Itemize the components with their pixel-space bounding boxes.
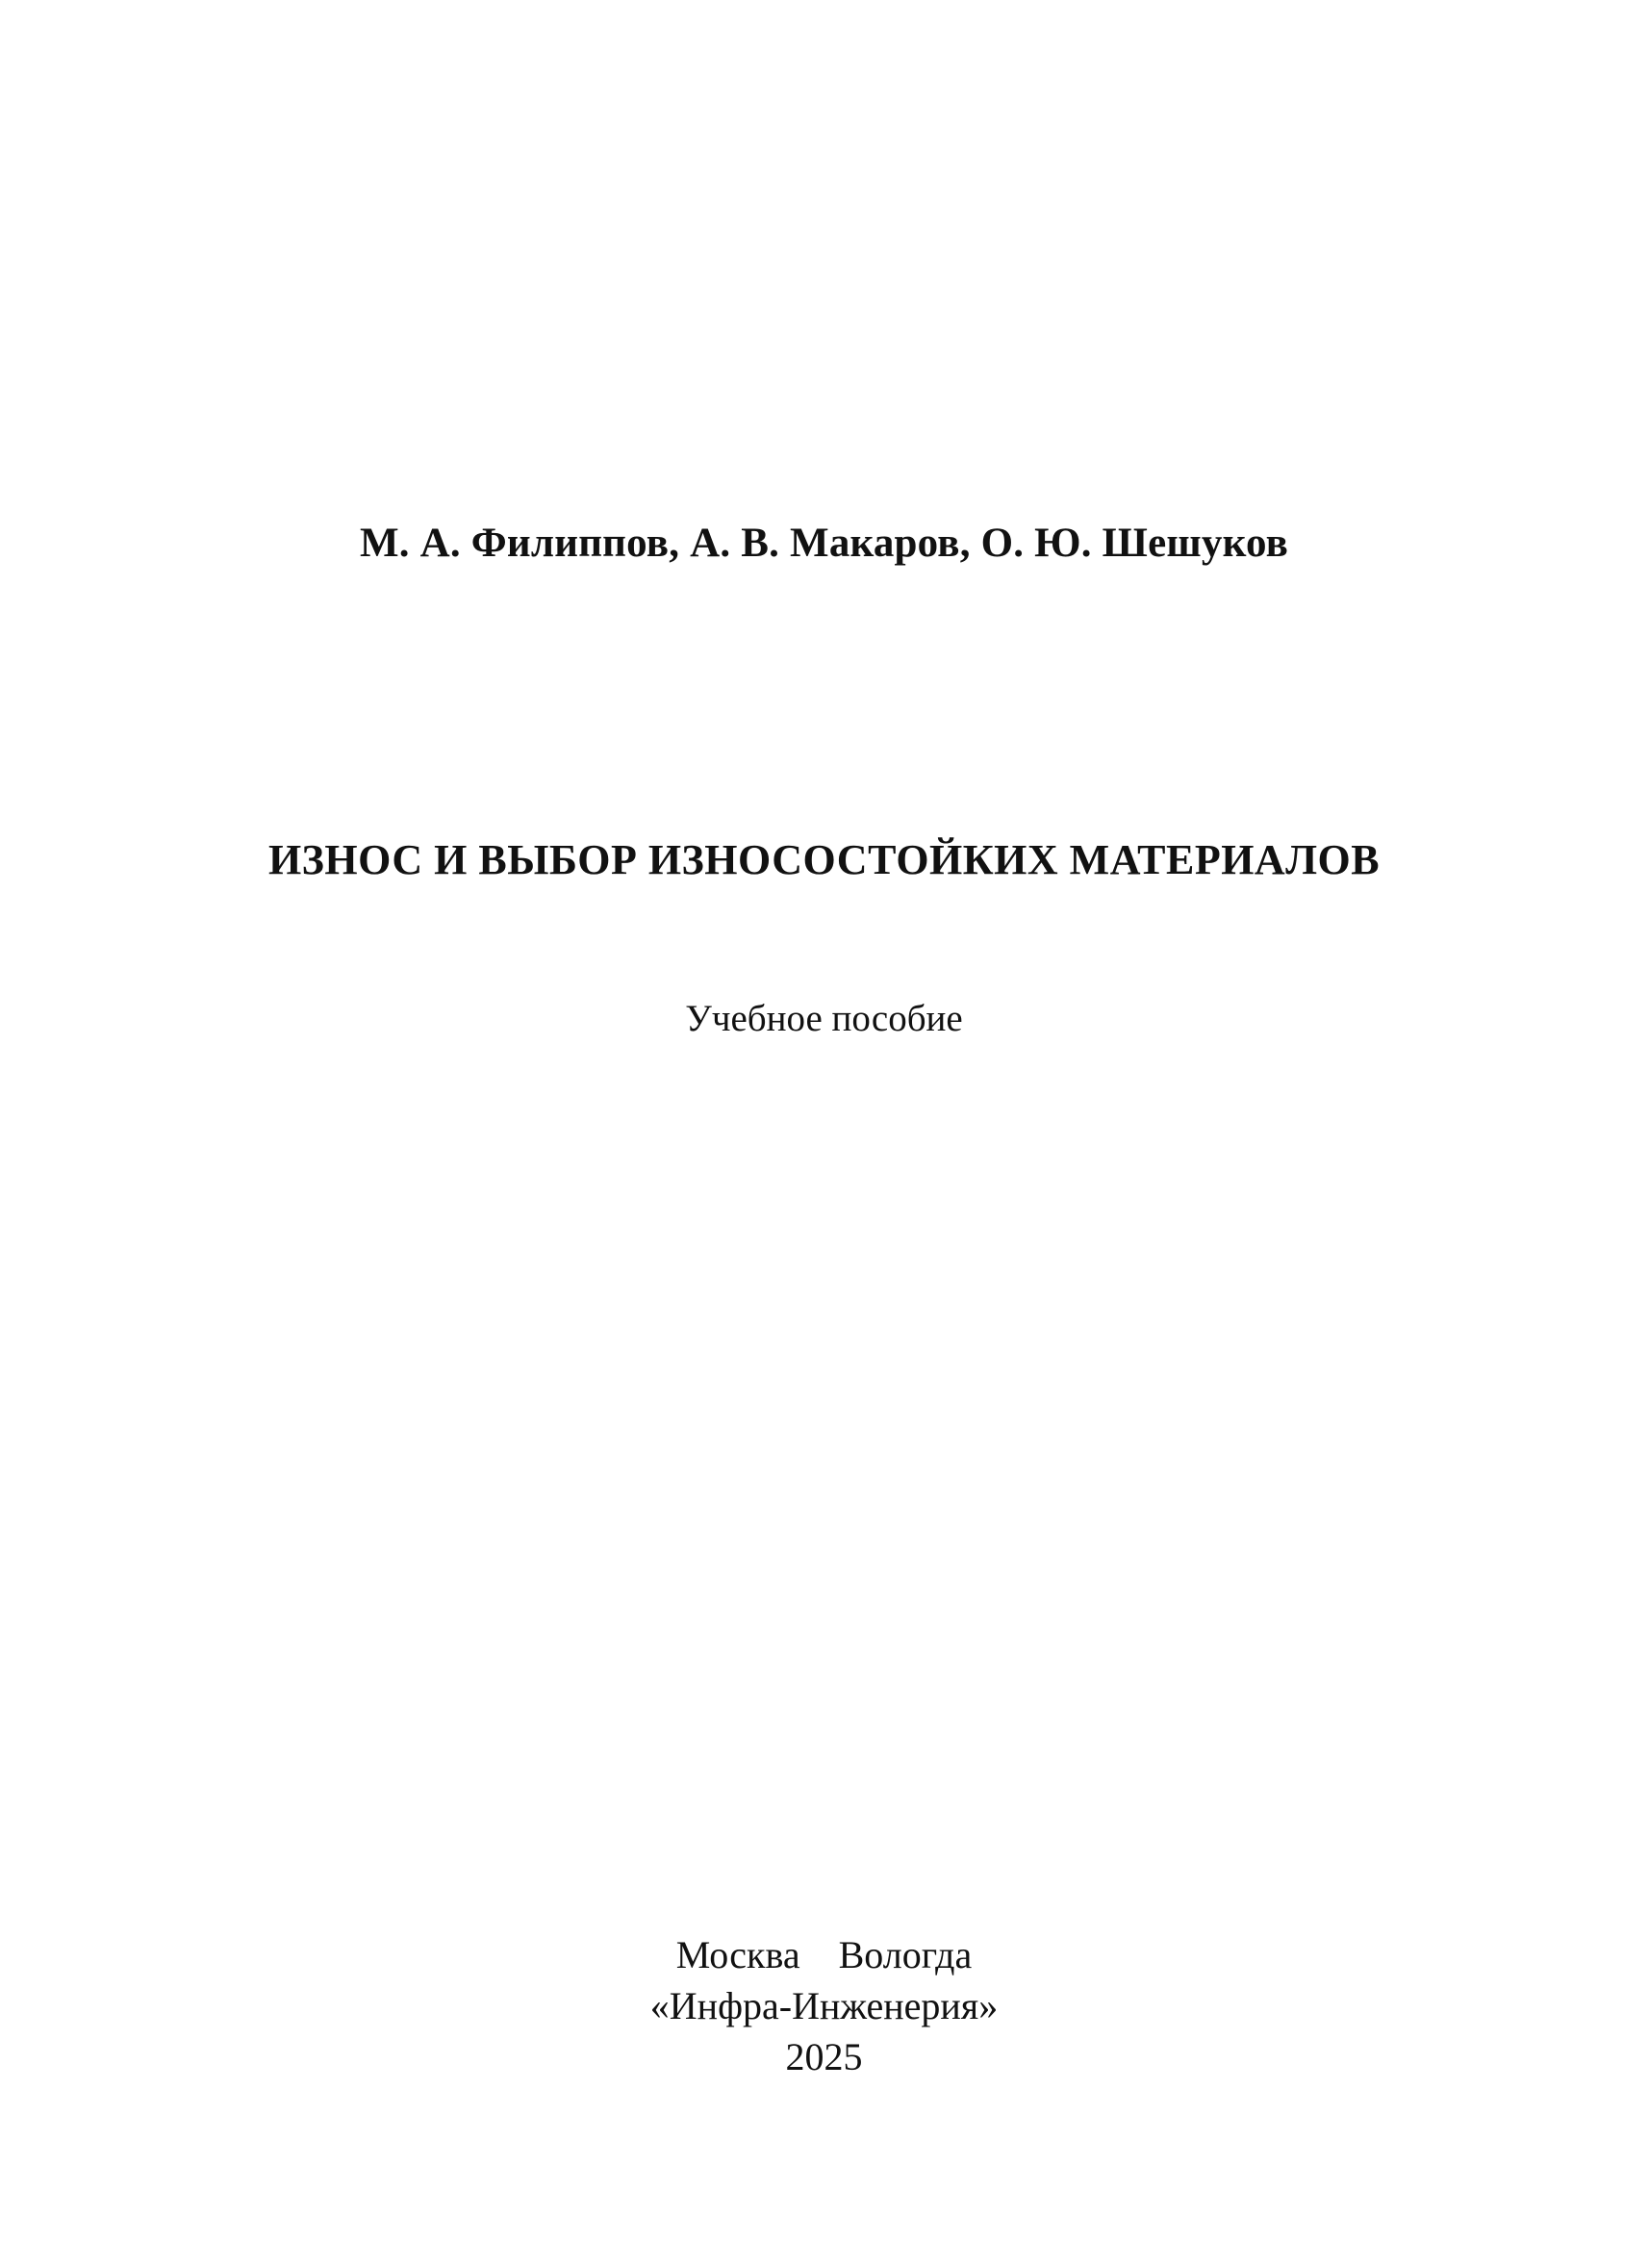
authors-line: М. А. Филиппов, А. В. Макаров, О. Ю. Шешуков (359, 521, 1289, 566)
city-vologda: Вологда (838, 1933, 973, 1976)
city-moscow: Москва (675, 1933, 800, 1976)
imprint-block (0, 1929, 1648, 2082)
publication-year: 2025 (785, 2035, 863, 2078)
publisher-name: «Инфра-Инженерия» (649, 1984, 999, 2027)
book-subtitle: Учебное пособие (685, 998, 963, 1039)
book-title: ИЗНОС И ВЫБОР ИЗНОСОСТОЙКИХ МАТЕРИАЛОВ (267, 836, 1381, 883)
imprint-cities (0, 1929, 1648, 1980)
